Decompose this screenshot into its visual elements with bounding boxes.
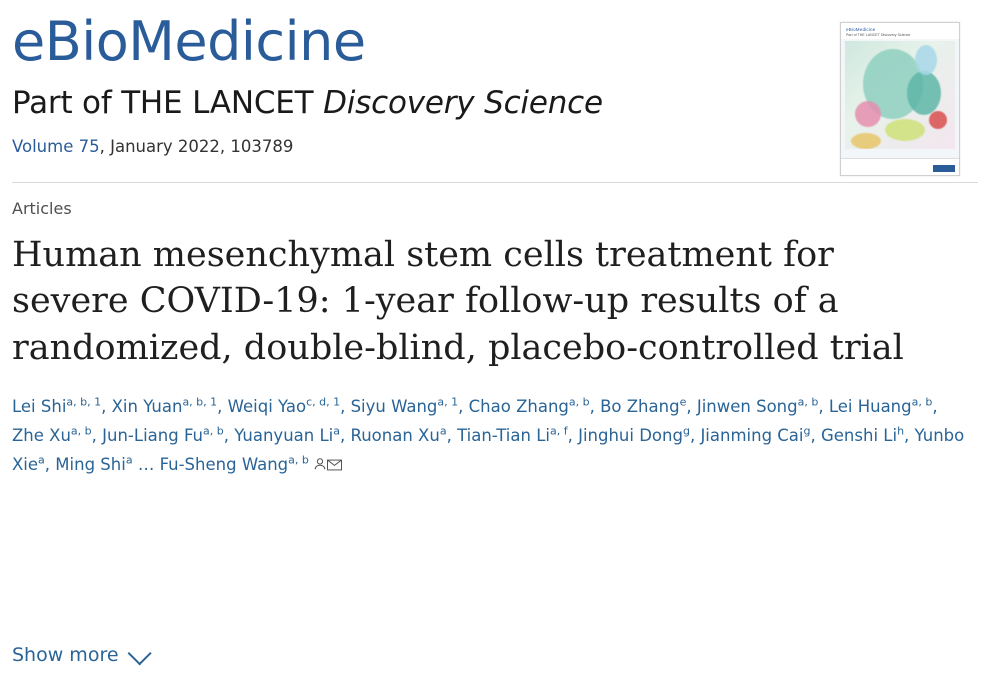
author-separator: , — [44, 455, 56, 475]
author-entry — [12, 397, 112, 416]
author-separator: , — [217, 397, 228, 417]
cover-header — [841, 23, 959, 39]
author-name[interactable]: Lei Huang — [828, 397, 912, 417]
author-name[interactable]: Yuanyuan Li — [234, 426, 334, 446]
author-affiliation-marker[interactable]: a, b — [568, 395, 590, 409]
author-separator: , — [932, 397, 938, 417]
author-affiliation-marker[interactable]: a — [333, 424, 340, 438]
author-name[interactable]: Xin Yuan — [111, 397, 183, 417]
author-separator: , — [689, 426, 701, 446]
author-name[interactable]: Jinwen Song — [696, 397, 798, 417]
author-entry — [228, 397, 351, 416]
author-name[interactable]: Siyu Wang — [350, 397, 438, 417]
author-affiliation-marker[interactable]: a, b, 1 — [66, 395, 102, 409]
author-name[interactable]: Yunbo Xie — [12, 426, 965, 475]
volume-link[interactable]: Volume 75 — [12, 136, 100, 156]
author-entry — [700, 426, 821, 445]
cover-subtitle-line: Part of THE LANCET Discovery Science — [846, 33, 911, 37]
author-name[interactable]: Tian-Tian Li — [457, 426, 550, 446]
author-affiliation-marker[interactable]: c, d, 1 — [306, 395, 341, 409]
author-name[interactable]: … — [137, 455, 155, 475]
author-separator: , — [589, 397, 601, 417]
journal-subtitle-lancet: THE LANCET — [121, 84, 324, 121]
author-entry — [55, 455, 138, 474]
author-entry — [112, 397, 228, 416]
author-entry — [351, 397, 469, 416]
author-name[interactable]: Genshi Li — [821, 426, 898, 446]
author-separator: , — [458, 397, 469, 417]
author-name[interactable]: Zhe Xu — [12, 426, 71, 446]
author-affiliation-marker[interactable]: a, b — [288, 453, 309, 467]
author-separator: , — [818, 397, 829, 417]
journal-subtitle-discovery: Discovery Science — [323, 84, 603, 121]
author-separator: , — [101, 397, 112, 417]
journal-cover-thumbnail[interactable] — [840, 22, 960, 176]
author-separator: , — [446, 426, 458, 446]
show-more-button[interactable] — [12, 644, 146, 666]
author-entry — [102, 426, 234, 445]
author-separator: , — [223, 426, 235, 446]
page-title: Human mesenchymal stem cells treatment for severe COVID-19: 1-year follow-up results of a randomized, double-blind, placebo-controlled trial — [12, 234, 904, 368]
author-name[interactable]: Jianming Cai — [700, 426, 804, 446]
author-separator: , — [340, 426, 351, 446]
cover-footer — [841, 158, 959, 175]
header-divider — [12, 182, 978, 183]
issue-details: , January 2022, 103789 — [99, 136, 294, 156]
author-affiliation-marker[interactable]: e — [679, 395, 687, 409]
author-name[interactable]: Jun-Liang Fu — [102, 426, 203, 446]
author-separator: , — [686, 397, 697, 417]
author-name[interactable]: Ruonan Xu — [350, 426, 440, 446]
author-affiliation-marker[interactable]: g — [682, 424, 690, 438]
journal-subtitle — [12, 85, 978, 121]
author-list — [12, 393, 972, 481]
cover-title-line: eBioMedicine — [846, 27, 876, 32]
issue-line — [12, 137, 978, 156]
author-affiliation-marker[interactable]: a — [125, 453, 133, 467]
author-separator: , — [91, 426, 103, 446]
author-affiliation-marker[interactable]: a, b — [911, 395, 933, 409]
author-affiliation-marker[interactable]: g — [803, 424, 811, 438]
author-entry — [12, 426, 102, 445]
author-affiliation-marker[interactable]: a, b — [70, 424, 92, 438]
author-affiliation-marker[interactable]: a — [38, 453, 45, 467]
envelope-icon[interactable] — [327, 452, 342, 481]
show-more-label: Show more — [12, 644, 119, 666]
author-entry — [697, 397, 829, 416]
author-name[interactable]: Lei Shi — [12, 397, 67, 417]
author-entry — [469, 397, 600, 416]
author-affiliation-marker[interactable]: a, f — [549, 424, 568, 438]
author-affiliation-marker[interactable]: a, b, 1 — [182, 395, 218, 409]
person-icon[interactable] — [313, 452, 327, 481]
author-name[interactable]: Bo Zhang — [600, 397, 680, 417]
author-affiliation-marker[interactable]: a, b — [203, 424, 224, 438]
author-entry — [138, 455, 160, 474]
author-separator: , — [810, 426, 821, 446]
author-entry — [578, 426, 700, 445]
author-affiliation-marker[interactable]: a, 1 — [437, 395, 459, 409]
author-name[interactable]: Jinghui Dong — [578, 426, 683, 446]
author-entry — [821, 426, 915, 445]
author-separator: , — [904, 426, 915, 446]
author-entry — [829, 397, 938, 416]
author-name[interactable]: Weiqi Yao — [227, 397, 307, 417]
journal-title: eBioMedicine — [12, 10, 366, 73]
author-entry — [600, 397, 697, 416]
cover-artwork — [845, 41, 955, 149]
article-section-label: Articles — [12, 198, 72, 218]
corresponding-author-icons — [313, 451, 342, 481]
author-separator: , — [340, 397, 351, 417]
author-separator: , — [567, 426, 579, 446]
journal-subtitle-partof: Part of — [12, 84, 122, 121]
journal-masthead — [12, 10, 978, 156]
author-entry — [351, 426, 458, 445]
author-name[interactable]: Chao Zhang — [468, 397, 569, 417]
author-name[interactable]: Fu-Sheng Wang — [159, 455, 289, 475]
author-affiliation-marker[interactable]: a, b — [797, 395, 819, 409]
author-entry — [160, 455, 309, 474]
chevron-down-icon — [127, 641, 151, 665]
author-affiliation-marker[interactable]: a — [439, 424, 447, 438]
author-entry — [457, 426, 578, 445]
author-name[interactable]: Ming Shi — [55, 455, 126, 475]
cover-publisher-mark — [933, 165, 955, 172]
author-entry — [234, 426, 350, 445]
author-affiliation-marker[interactable]: h — [897, 424, 905, 438]
